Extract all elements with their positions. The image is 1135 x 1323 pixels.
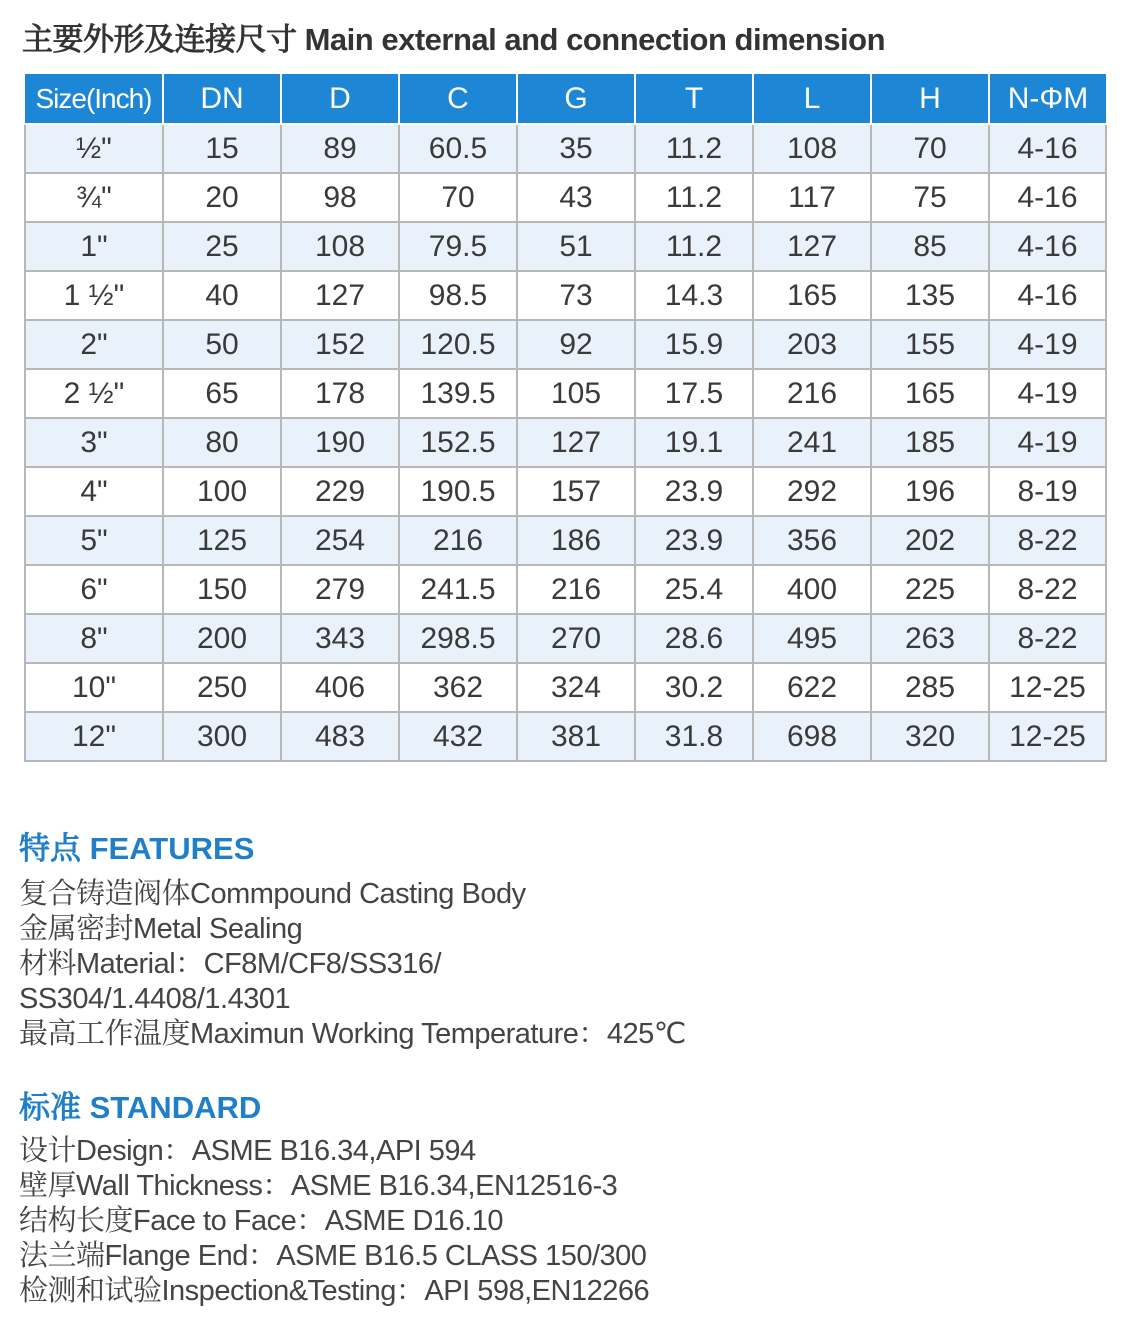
table-cell-h: 285 [871, 663, 989, 712]
features-line: 复合铸造阀体Commpound Casting Body [19, 878, 526, 910]
table-cell-g: 105 [517, 369, 635, 418]
table-cell-c: 362 [399, 663, 517, 712]
table-row [25, 222, 1106, 271]
table-cell-size: 1 ½" [25, 271, 163, 320]
table-cell-d: 108 [281, 222, 399, 271]
standard-heading: 标准 STANDARD [19, 1090, 262, 1125]
table-cell-dn: 300 [163, 712, 281, 761]
table-row [25, 565, 1106, 614]
table-cell-dn: 200 [163, 614, 281, 663]
table-cell-dn: 20 [163, 173, 281, 222]
column-header-size: Size(Inch) [25, 74, 163, 124]
table-cell-t: 23.9 [635, 516, 753, 565]
standard-line: 结构长度Face to Face：ASME D16.10 [19, 1205, 503, 1237]
table-cell-d: 254 [281, 516, 399, 565]
table-cell-l: 216 [753, 369, 871, 418]
column-header-c: C [399, 74, 517, 124]
column-header-d: D [281, 74, 399, 124]
table-cell-size: 10" [25, 663, 163, 712]
table-cell-l: 495 [753, 614, 871, 663]
table-cell-g: 270 [517, 614, 635, 663]
table-cell-size: ½" [25, 124, 163, 173]
table-row [25, 369, 1106, 418]
table-cell-size: 2 ½" [25, 369, 163, 418]
table-cell-c: 298.5 [399, 614, 517, 663]
table-cell-c: 152.5 [399, 418, 517, 467]
column-header-dn: DN [163, 74, 281, 124]
table-cell-size: 2" [25, 320, 163, 369]
table-cell-l: 117 [753, 173, 871, 222]
table-cell-n-phi-m: 4-16 [989, 271, 1106, 320]
table-cell-size: 4" [25, 467, 163, 516]
table-row [25, 614, 1106, 663]
page-title: 主要外形及连接尺寸 Main external and connection dimension [22, 22, 886, 57]
table-cell-l: 698 [753, 712, 871, 761]
table-cell-dn: 250 [163, 663, 281, 712]
column-header-n-phi-m: N-ΦM [989, 74, 1106, 124]
table-cell-c: 216 [399, 516, 517, 565]
table-cell-n-phi-m: 4-19 [989, 418, 1106, 467]
table-row [25, 516, 1106, 565]
table-body [25, 124, 1106, 761]
table-cell-c: 190.5 [399, 467, 517, 516]
table-cell-dn: 25 [163, 222, 281, 271]
table-cell-size: 6" [25, 565, 163, 614]
table-cell-l: 292 [753, 467, 871, 516]
table-cell-t: 31.8 [635, 712, 753, 761]
table-cell-g: 157 [517, 467, 635, 516]
table-cell-n-phi-m: 4-16 [989, 124, 1106, 173]
table-cell-size: ¾" [25, 173, 163, 222]
table-cell-c: 70 [399, 173, 517, 222]
table-cell-t: 15.9 [635, 320, 753, 369]
table-cell-l: 356 [753, 516, 871, 565]
table-cell-g: 35 [517, 124, 635, 173]
standard-line: 法兰端Flange End：ASME B16.5 CLASS 150/300 [19, 1240, 647, 1272]
table-cell-d: 343 [281, 614, 399, 663]
table-cell-c: 79.5 [399, 222, 517, 271]
table-cell-t: 11.2 [635, 222, 753, 271]
table-cell-size: 3" [25, 418, 163, 467]
table-cell-c: 139.5 [399, 369, 517, 418]
table-cell-n-phi-m: 4-16 [989, 173, 1106, 222]
table-cell-dn: 125 [163, 516, 281, 565]
table-cell-l: 203 [753, 320, 871, 369]
table-cell-dn: 15 [163, 124, 281, 173]
table-cell-g: 381 [517, 712, 635, 761]
column-header-l: L [753, 74, 871, 124]
table-cell-h: 202 [871, 516, 989, 565]
table-cell-h: 225 [871, 565, 989, 614]
table-cell-l: 127 [753, 222, 871, 271]
table-cell-n-phi-m: 8-22 [989, 565, 1106, 614]
table-cell-n-phi-m: 4-16 [989, 222, 1106, 271]
standard-line: 检测和试验Inspection&Testing：API 598,EN12266 [19, 1275, 650, 1307]
table-cell-d: 89 [281, 124, 399, 173]
table-cell-c: 60.5 [399, 124, 517, 173]
features-line: 最高工作温度Maximun Working Temperature：425℃ [19, 1018, 686, 1050]
features-line: SS304/1.4408/1.4301 [19, 983, 291, 1015]
table-cell-l: 108 [753, 124, 871, 173]
table-cell-h: 196 [871, 467, 989, 516]
table-cell-g: 127 [517, 418, 635, 467]
table-cell-dn: 50 [163, 320, 281, 369]
table-cell-dn: 100 [163, 467, 281, 516]
table-header-row [25, 74, 1106, 124]
table-cell-t: 28.6 [635, 614, 753, 663]
table-cell-t: 30.2 [635, 663, 753, 712]
table-row [25, 271, 1106, 320]
standard-list [19, 1134, 649, 1309]
table-cell-g: 51 [517, 222, 635, 271]
table-cell-n-phi-m: 4-19 [989, 369, 1106, 418]
table-cell-d: 483 [281, 712, 399, 761]
features-line: 金属密封Metal Sealing [19, 913, 303, 945]
table-cell-d: 178 [281, 369, 399, 418]
table-cell-g: 324 [517, 663, 635, 712]
features-line: 材料Material：CF8M/CF8/SS316/ [19, 948, 442, 980]
table-cell-d: 152 [281, 320, 399, 369]
table-cell-n-phi-m: 4-19 [989, 320, 1106, 369]
table-cell-h: 165 [871, 369, 989, 418]
table-cell-h: 155 [871, 320, 989, 369]
table-cell-d: 98 [281, 173, 399, 222]
table-cell-h: 70 [871, 124, 989, 173]
table-row [25, 124, 1106, 173]
table-cell-h: 185 [871, 418, 989, 467]
table-cell-h: 263 [871, 614, 989, 663]
dimension-table [24, 74, 1107, 762]
table-cell-n-phi-m: 8-22 [989, 614, 1106, 663]
table-cell-l: 241 [753, 418, 871, 467]
table-cell-g: 186 [517, 516, 635, 565]
table-cell-t: 14.3 [635, 271, 753, 320]
table-cell-size: 8" [25, 614, 163, 663]
table-cell-t: 11.2 [635, 173, 753, 222]
table-row [25, 467, 1106, 516]
table-cell-h: 135 [871, 271, 989, 320]
standard-line: 壁厚Wall Thickness：ASME B16.34,EN12516-3 [19, 1170, 618, 1202]
table-cell-d: 406 [281, 663, 399, 712]
table-cell-g: 216 [517, 565, 635, 614]
table-cell-c: 241.5 [399, 565, 517, 614]
column-header-h: H [871, 74, 989, 124]
table-cell-c: 120.5 [399, 320, 517, 369]
table-cell-n-phi-m: 12-25 [989, 712, 1106, 761]
table-cell-l: 400 [753, 565, 871, 614]
table-cell-t: 23.9 [635, 467, 753, 516]
table-cell-n-phi-m: 8-22 [989, 516, 1106, 565]
standard-line: 设计Design：ASME B16.34,API 594 [19, 1135, 476, 1167]
features-heading: 特点 FEATURES [19, 831, 255, 866]
table-cell-d: 190 [281, 418, 399, 467]
table-cell-t: 11.2 [635, 124, 753, 173]
table-cell-dn: 40 [163, 271, 281, 320]
table-cell-dn: 65 [163, 369, 281, 418]
table-row [25, 173, 1106, 222]
table-cell-size: 12" [25, 712, 163, 761]
table-cell-n-phi-m: 12-25 [989, 663, 1106, 712]
table-cell-h: 320 [871, 712, 989, 761]
table-cell-t: 17.5 [635, 369, 753, 418]
table-row [25, 418, 1106, 467]
table-cell-size: 5" [25, 516, 163, 565]
column-header-t: T [635, 74, 753, 124]
table-cell-h: 85 [871, 222, 989, 271]
table-cell-t: 25.4 [635, 565, 753, 614]
features-list [19, 877, 686, 1052]
table-cell-dn: 80 [163, 418, 281, 467]
table-cell-l: 622 [753, 663, 871, 712]
table-cell-c: 432 [399, 712, 517, 761]
table-row [25, 712, 1106, 761]
table-cell-dn: 150 [163, 565, 281, 614]
table-cell-h: 75 [871, 173, 989, 222]
table-cell-d: 229 [281, 467, 399, 516]
table-cell-d: 127 [281, 271, 399, 320]
table-cell-size: 1" [25, 222, 163, 271]
column-header-g: G [517, 74, 635, 124]
table-cell-g: 73 [517, 271, 635, 320]
table-cell-l: 165 [753, 271, 871, 320]
table-cell-n-phi-m: 8-19 [989, 467, 1106, 516]
table-row [25, 320, 1106, 369]
table-cell-t: 19.1 [635, 418, 753, 467]
table-cell-g: 92 [517, 320, 635, 369]
table-cell-d: 279 [281, 565, 399, 614]
table-row [25, 663, 1106, 712]
table-cell-g: 43 [517, 173, 635, 222]
table-cell-c: 98.5 [399, 271, 517, 320]
